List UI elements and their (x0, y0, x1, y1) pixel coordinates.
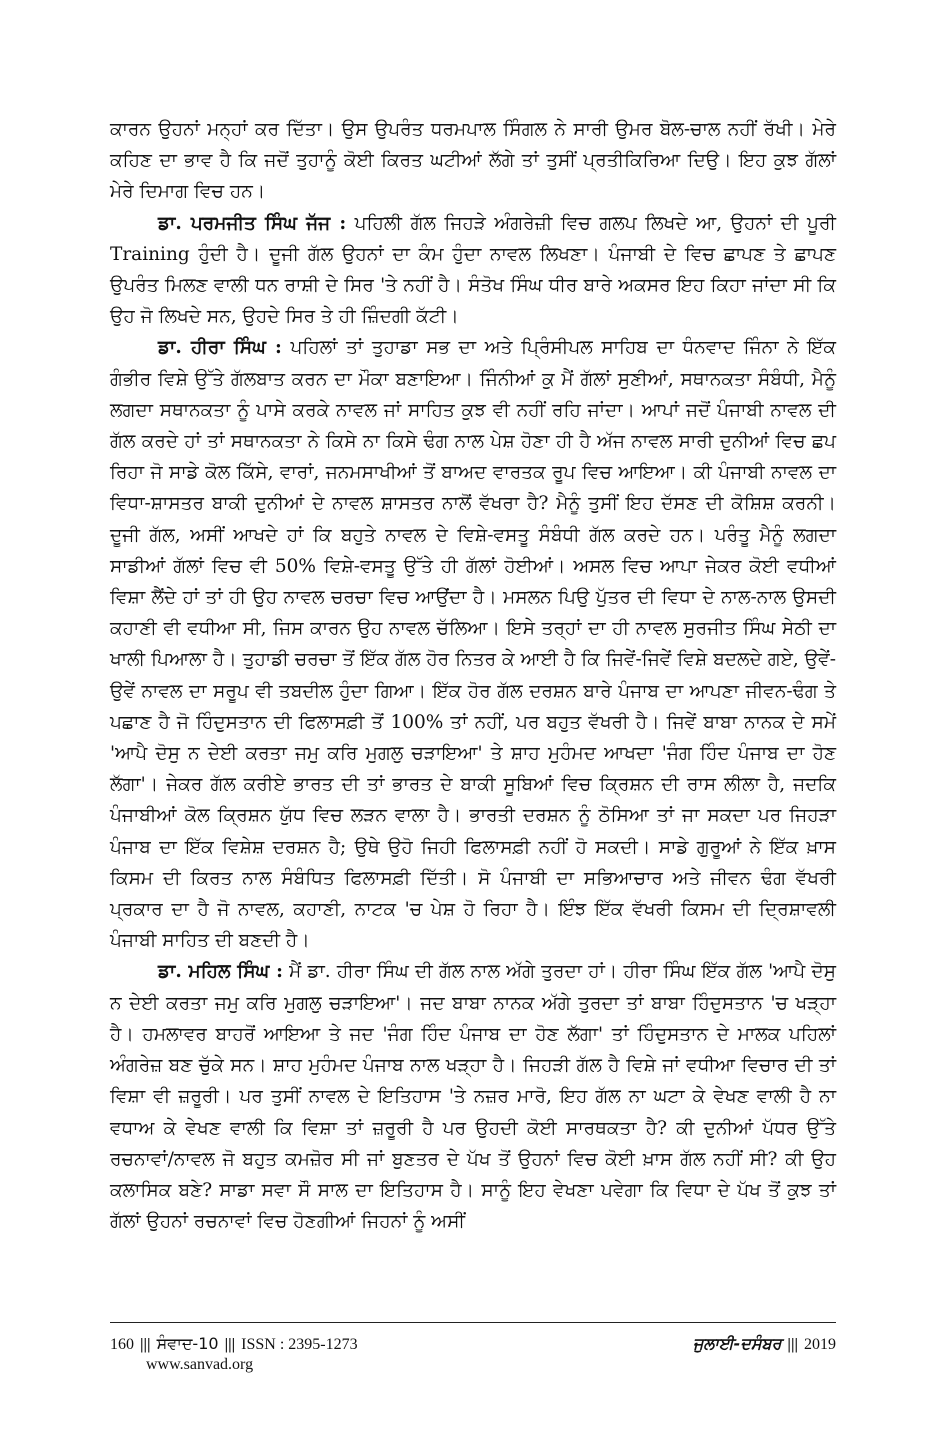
paragraph-mahil-singh (110, 956, 836, 1237)
footer-separator: ||| (787, 1336, 798, 1353)
speaker-name: ਡਾ. ਮਹਿਲ ਸਿੰਘ : (158, 961, 283, 983)
journal-name: ਸੰਵਾਦ-10 (156, 1334, 219, 1353)
footer-separator: ||| (224, 1336, 236, 1353)
footer-separator: ||| (140, 1336, 151, 1353)
issue-year: 2019 (804, 1336, 836, 1353)
page-number: 160 (110, 1336, 134, 1353)
footer-left-block (110, 1334, 358, 1354)
speaker-name: ਡਾ. ਹੀਰਾ ਸਿੰਘ : (158, 337, 282, 359)
speaker-name: ਡਾ. ਪਰਮਜੀਤ ਸਿੰਘ ਜੱਜ : (158, 212, 347, 234)
paragraph-hira-singh (110, 332, 836, 956)
issue-months: ਜੁਲਾਈ-ਦਸੰਬਰ (692, 1334, 782, 1353)
paragraph-text: ਪਹਿਲਾਂ ਤਾਂ ਤੁਹਾਡਾ ਸਭ ਦਾ ਅਤੇ ਪ੍ਰਿੰਸੀਪਲ ਸਾਹਿਬ ਦਾ ਧੰਨਵਾਦ ਜਿੰਨਾ ਨੇ ਇੱਕ ਗੰਭੀਰ ਵਿਸ਼ੇ ਉੱਤੇ ਗੱਲਬਾਤ ਕਰਨ ਦਾ ਮੌਕਾ ਬਣਾਇਆ। ਜਿੰਨੀਆਂ ਕੁ ਮੈਂ ਗੱਲਾਂ ਸੁਣੀਆਂ, ਸਥਾਨਕਤਾ ਸੰਬੰਧੀ, ਮੈਨੂੰ ਲਗਦਾ ਸਥਾਨਕਤਾ ਨੂੰ ਪਾਸੇ ਕਰਕੇ ਨਾਵਲ ਜਾਂ ਸਾਹਿਤ ਕੁਝ ਵੀ ਨਹੀਂ ਰਹਿ ਜਾਂਦਾ। ਆਪਾਂ ਜਦੋਂ ਪੰਜਾਬੀ ਨਾਵਲ ਦੀ ਗੱਲ ਕਰਦੇ ਹਾਂ ਤਾਂ ਸਥਾਨਕਤਾ ਨੇ ਕਿਸੇ ਨਾ ਕਿਸੇ ਢੰਗ ਨਾਲ ਪੇਸ਼ ਹੋਣਾ ਹੀ ਹੈ ਅੱਜ ਨਾਵਲ ਸਾਰੀ ਦੁਨੀਆਂ ਵਿਚ ਛਪ ਰਿਹਾ ਜੋ ਸਾਡੇ ਕੋਲ ਕਿੱਸੇ, ਵਾਰਾਂ, ਜਨਮਸਾਖੀਆਂ ਤੋਂ ਬਾਅਦ ਵਾਰਤਕ ਰੂਪ ਵਿਚ ਆਇਆ। ਕੀ ਪੰਜਾਬੀ ਨਾਵਲ ਦਾ ਵਿਧਾ-ਸ਼ਾਸਤਰ ਬਾਕੀ ਦੁਨੀਆਂ ਦੇ ਨਾਵਲ ਸ਼ਾਸਤਰ ਨਾਲੋਂ ਵੱਖਰਾ ਹੈ? ਮੈਨੂੰ ਤੁਸੀਂ ਇਹ ਦੱਸਣ ਦੀ ਕੋਸ਼ਿਸ਼ ਕਰਨੀ। ਦੂਜੀ ਗੱਲ, ਅਸੀਂ ਆਖਦੇ ਹਾਂ ਕਿ ਬਹੁਤੇ ਨਾਵਲ ਦੇ ਵਿਸ਼ੇ-ਵਸਤੂ ਸੰਬੰਧੀ ਗੱਲ ਕਰਦੇ ਹਨ। ਪਰੰਤੂ ਮੈਨੂੰ ਲਗਦਾ ਸਾਡੀਆਂ ਗੱਲਾਂ ਵਿਚ ਵੀ 50% ਵਿਸ਼ੇ-ਵਸਤੂ ਉੱਤੇ ਹੀ ਗੱਲਾਂ ਹੋਈਆਂ। ਅਸਲ ਵਿਚ ਆਪਾ ਜੇਕਰ ਕੋਈ ਵਧੀਆਂ ਵਿਸ਼ਾ ਲੈਂਦੇ ਹਾਂ ਤਾਂ ਹੀ ਉਹ ਨਾਵਲ ਚਰਚਾ ਵਿਚ ਆਉਂਦਾ ਹੈ। ਮਸਲਨ ਪਿਉ ਪੁੱਤਰ ਦੀ ਵਿਧਾ ਦੇ ਨਾਲ-ਨਾਲ ਉਸਦੀ ਕਹਾਣੀ ਵੀ ਵਧੀਆ ਸੀ, ਜਿਸ ਕਾਰਨ ਉਹ ਨਾਵਲ ਚੱਲਿਆ। ਇਸੇ ਤਰ੍ਹਾਂ ਦਾ ਹੀ ਨਾਵਲ ਸੁਰਜੀਤ ਸਿੰਘ ਸੇਠੀ ਦਾ ਖਾਲੀ ਪਿਆਲਾ ਹੈ। ਤੁਹਾਡੀ ਚਰਚਾ ਤੋਂ ਇੱਕ ਗੱਲ ਹੋਰ ਨਿਤਰ ਕੇ ਆਈ ਹੈ ਕਿ ਜਿਵੇਂ-ਜਿਵੇਂ ਵਿਸ਼ੇ ਬਦਲਦੇ ਗਏ, ਉਵੇਂ-ਉਵੇਂ ਨਾਵਲ ਦਾ ਸਰੂਪ ਵੀ ਤਬਦੀਲ ਹੁੰਦਾ ਗਿਆ। ਇੱਕ ਹੋਰ ਗੱਲ ਦਰਸ਼ਨ ਬਾਰੇ ਪੰਜਾਬ ਦਾ ਆਪਣਾ ਜੀਵਨ-ਢੰਗ ਤੇ ਪਛਾਣ ਹੈ ਜੋ ਹਿੰਦੁਸਤਾਨ ਦੀ ਫਿਲਾਸਫ਼ੀ ਤੋਂ 100% ਤਾਂ ਨਹੀਂ, ਪਰ ਬਹੁਤ ਵੱਖਰੀ ਹੈ। ਜਿਵੇਂ ਬਾਬਾ ਨਾਨਕ ਦੇ ਸਮੇਂ 'ਆਪੈ ਦੋਸੁ ਨ ਦੇਈ ਕਰਤਾ ਜਮੁ ਕਰਿ ਮੁਗਲੁ ਚੜਾਇਆ' ਤੇ ਸ਼ਾਹ ਮੁਹੰਮਦ ਆਖਦਾ 'ਜੰਗ ਹਿੰਦ ਪੰਜਾਬ ਦਾ ਹੋਣ ਲੱਗਾ'। ਜੇਕਰ ਗੱਲ ਕਰੀਏ ਭਾਰਤ ਦੀ ਤਾਂ ਭਾਰਤ ਦੇ ਬਾਕੀ ਸੂਬਿਆਂ ਵਿਚ ਕ੍ਰਿਸ਼ਨ ਦੀ ਰਾਸ ਲੀਲਾ ਹੈ, ਜਦਕਿ ਪੰਜਾਬੀਆਂ ਕੋਲ ਕ੍ਰਿਸ਼ਨ ਯੁੱਧ ਵਿਚ ਲੜਨ ਵਾਲਾ ਹੈ। ਭਾਰਤੀ ਦਰਸ਼ਨ ਨੂੰ ਠੋਸਿਆ ਤਾਂ ਜਾ ਸਕਦਾ ਪਰ ਜਿਹੜਾ ਪੰਜਾਬ ਦਾ ਇੱਕ ਵਿਸ਼ੇਸ਼ ਦਰਸ਼ਨ ਹੈ; ਉਥੇ ਉਹੋ ਜਿਹੀ ਫਿਲਾਸਫ਼ੀ ਨਹੀਂ ਹੋ ਸਕਦੀ। ਸਾਡੇ ਗੁਰੂਆਂ ਨੇ ਇੱਕ ਖ਼ਾਸ ਕਿਸਮ ਦੀ ਕਿਰਤ ਨਾਲ ਸੰਬੰਧਿਤ ਫਿਲਾਸਫ਼ੀ ਦਿੱਤੀ। ਸੋ ਪੰਜਾਬੀ ਦਾ ਸਭਿਆਚਾਰ ਅਤੇ ਜੀਵਨ ਢੰਗ ਵੱਖਰੀ ਪ੍ਰਕਾਰ ਦਾ ਹੈ ਜੋ ਨਾਵਲ, ਕਹਾਣੀ, ਨਾਟਕ 'ਚ ਪੇਸ਼ ਹੋ ਰਿਹਾ ਹੈ। ਇੰਝ ਇੱਕ ਵੱਖਰੀ ਕਿਸਮ ਦੀ ਦ੍ਰਿਸ਼ਾਵਲੀ ਪੰਜਾਬੀ ਸਾਹਿਤ ਦੀ ਬਣਦੀ ਹੈ। (110, 337, 837, 952)
paragraph-parmjit-singh-jajj (110, 208, 836, 333)
article-body (110, 114, 836, 1237)
paragraph-text: ਪਹਿਲੀ ਗੱਲ ਜਿਹੜੇ ਅੰਗਰੇਜ਼ੀ ਵਿਚ ਗਲਪ ਲਿਖਦੇ ਆ, ਉਹਨਾਂ ਦੀ ਪੂਰੀ Training ਹੁੰਦੀ ਹੈ। ਦੂਜੀ ਗੱਲ ਉਹਨਾਂ ਦਾ ਕੰਮ ਹੁੰਦਾ ਨਾਵਲ ਲਿਖਣਾ। ਪੰਜਾਬੀ ਦੇ ਵਿਚ ਛਾਪਣ ਤੇ ਛਾਪਣ ਉਪਰੰਤ ਮਿਲਣ ਵਾਲੀ ਧਨ ਰਾਸ਼ੀ ਦੇ ਸਿਰ 'ਤੇ ਨਹੀਂ ਹੈ। ਸੰਤੋਖ ਸਿੰਘ ਧੀਰ ਬਾਰੇ ਅਕਸਰ ਇਹ ਕਿਹਾ ਜਾਂਦਾ ਸੀ ਕਿ ਉਹ ਜੋ ਲਿਖਦੇ ਸਨ, ਉਹਦੇ ਸਿਰ ਤੇ ਹੀ ਜ਼ਿੰਦਗੀ ਕੱਟੀ। (110, 212, 836, 328)
website-link[interactable]: www.sanvad.org (146, 1356, 254, 1373)
footer-right-block (693, 1334, 836, 1354)
paragraph-continuation (110, 114, 836, 208)
footer-divider (110, 1322, 836, 1323)
paragraph-text: ਮੈਂ ਡਾ. ਹੀਰਾ ਸਿੰਘ ਦੀ ਗੱਲ ਨਾਲ ਅੱਗੇ ਤੁਰਦਾ ਹਾਂ। ਹੀਰਾ ਸਿੰਘ ਇੱਕ ਗੱਲ 'ਆਪੈ ਦੋਸੁ ਨ ਦੇਈ ਕਰਤਾ ਜਮੁ ਕਰਿ ਮੁਗਲੁ ਚੜਾਇਆ'। ਜਦ ਬਾਬਾ ਨਾਨਕ ਅੱਗੇ ਤੁਰਦਾ ਤਾਂ ਬਾਬਾ ਹਿੰਦੁਸਤਾਨ 'ਚ ਖੜ੍ਹਾ ਹੈ। ਹਮਲਾਵਰ ਬਾਹਰੋਂ ਆਇਆ ਤੇ ਜਦ 'ਜੰਗ ਹਿੰਦ ਪੰਜਾਬ ਦਾ ਹੋਣ ਲੱਗਾ' ਤਾਂ ਹਿੰਦੁਸਤਾਨ ਦੇ ਮਾਲਕ ਪਹਿਲਾਂ ਅੰਗਰੇਜ਼ ਬਣ ਚੁੱਕੇ ਸਨ। ਸ਼ਾਹ ਮੁਹੰਮਦ ਪੰਜਾਬ ਨਾਲ ਖੜ੍ਹਾ ਹੈ। ਜਿਹੜੀ ਗੱਲ ਹੈ ਵਿਸ਼ੇ ਜਾਂ ਵਧੀਆ ਵਿਚਾਰ ਦੀ ਤਾਂ ਵਿਸ਼ਾ ਵੀ ਜ਼ਰੂਰੀ। ਪਰ ਤੁਸੀਂ ਨਾਵਲ ਦੇ ਇਤਿਹਾਸ 'ਤੇ ਨਜ਼ਰ ਮਾਰੋ, ਇਹ ਗੱਲ ਨਾ ਘਟਾ ਕੇ ਵੇਖਣ ਵਾਲੀ ਹੈ ਨਾ ਵਧਾਅ ਕੇ ਵੇਖਣ ਵਾਲੀ ਕਿ ਵਿਸ਼ਾ ਤਾਂ ਜ਼ਰੂਰੀ ਹੈ ਪਰ ਉਹਦੀ ਕੋਈ ਸਾਰਥਕਤਾ ਹੈ? ਕੀ ਦੁਨੀਆਂ ਪੱਧਰ ਉੱਤੇ ਰਚਨਾਵਾਂ/ਨਾਵਲ ਜੋ ਬਹੁਤ ਕਮਜ਼ੋਰ ਸੀ ਜਾਂ ਬੁਣਤਰ ਦੇ ਪੱਖ ਤੋਂ ਉਹਨਾਂ ਵਿਚ ਕੋਈ ਖ਼ਾਸ ਗੱਲ ਨਹੀਂ ਸੀ? ਕੀ ਉਹ ਕਲਾਸਿਕ ਬਣੇ? ਸਾਡਾ ਸਵਾ ਸੌ ਸਾਲ ਦਾ ਇਤਿਹਾਸ ਹੈ। ਸਾਨੂੰ ਇਹ ਵੇਖਣਾ ਪਵੇਗਾ ਕਿ ਵਿਧਾ ਦੇ ਪੱਖ ਤੋਂ ਕੁਝ ਤਾਂ ਗੱਲਾਂ ਉਹਨਾਂ ਰਚਨਾਵਾਂ ਵਿਚ ਹੋਣਗੀਆਂ ਜਿਹਨਾਂ ਨੂੰ ਅਸੀਂ (110, 961, 836, 1233)
paragraph-text: ਕਾਰਨ ਉਹਨਾਂ ਮਨ੍ਹਾਂ ਕਰ ਦਿੱਤਾ। ਉਸ ਉਪਰੰਤ ਧਰਮਪਾਲ ਸਿੰਗਲ ਨੇ ਸਾਰੀ ਉਮਰ ਬੋਲ-ਚਾਲ ਨਹੀਂ ਰੱਖੀ। ਮੇਰੇ ਕਹਿਣ ਦਾ ਭਾਵ ਹੈ ਕਿ ਜਦੋਂ ਤੁਹਾਨੂੰ ਕੋਈ ਕਿਰਤ ਘਟੀਆਂ ਲੱਗੇ ਤਾਂ ਤੁਸੀਂ ਪ੍ਰਤੀਕਿਰਿਆ ਦਿਉ। ਇਹ ਕੁਝ ਗੱਲਾਂ ਮੇਰੇ ਦਿਮਾਗ ਵਿਚ ਹਨ। (110, 119, 836, 203)
issn: ISSN : 2395-1273 (241, 1336, 358, 1353)
page-footer (110, 1334, 836, 1394)
